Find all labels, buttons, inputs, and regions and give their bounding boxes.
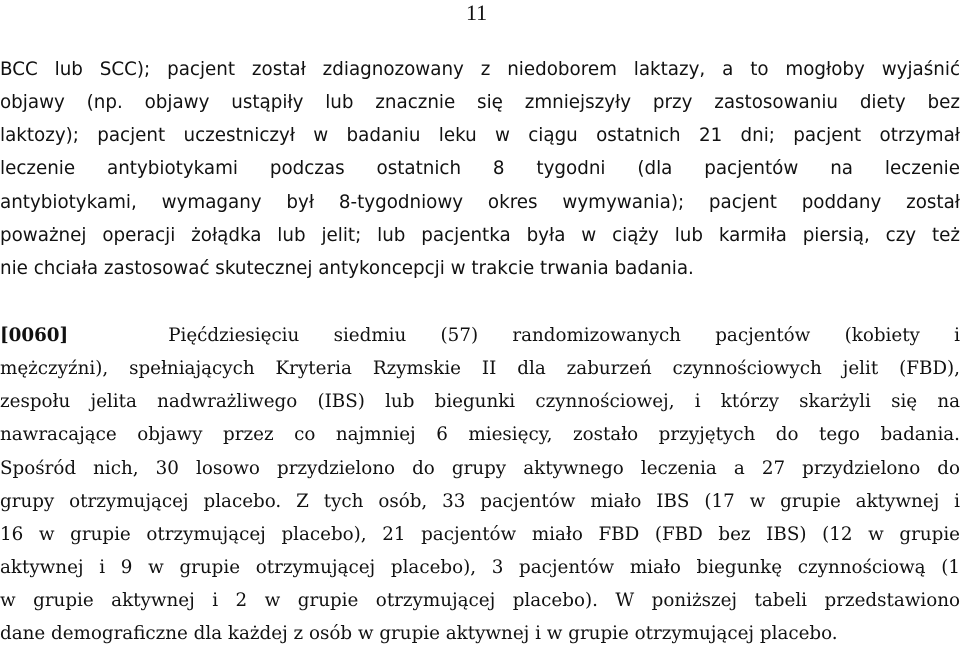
text-line: leczenie antybiotykami podczas ostatnich 8 tygodni (dla pacjentów na leczenie: [0, 158, 960, 179]
text-line: Spośród nich, 30 losowo przydzielono do grupy aktywnego leczenia a 27 przydzielono do: [0, 458, 960, 479]
text-line: aktywnej i 9 w grupie otrzymującej placebo), 3 pacjentów miało biegunkę czynnościową (1: [0, 557, 960, 578]
text-line: BCC lub SCC); pacjent został zdiagnozowany z niedoborem laktazy, a to mogłoby wyjaśnić: [0, 59, 960, 80]
text-line: objawy (np. objawy ustąpiły lub znacznie się zmniejszyły przy zastosowaniu diety bez: [0, 92, 960, 113]
text-line: grupy otrzymującej placebo. Z tych osób, 33 pacjentów miało IBS (17 w grupie aktywnej i: [0, 491, 960, 512]
text-line: antybiotykami, wymagany był 8-tygodniowy okres wymywania); pacjent poddany został: [0, 192, 960, 213]
text-line: nawracające objawy przez co najmniej 6 miesięcy, zostało przyjętych do tego badania.: [0, 424, 960, 445]
text-line: poważnej operacji żołądka lub jelit; lub pacjentka była w ciąży lub karmiła piersią, czy też: [0, 225, 960, 246]
text-line: zespołu jelita nadwrażliwego (IBS) lub biegunki czynnościowej, i którzy skarżyli się na: [0, 391, 960, 412]
text-line: mężczyźni), spełniających Kryteria Rzymskie II dla zaburzeń czynnościowych jelit (FBD),: [0, 358, 960, 379]
page-number: 11: [466, 0, 488, 25]
paragraph-number: [0060]: [0, 325, 69, 346]
text-line: w grupie aktywnej i 2 w grupie otrzymującej placebo). W poniższej tabeli przedstawiono: [0, 590, 960, 611]
text-line: nie chciała zastosować skutecznej antykoncepcji w trakcie trwania badania.: [0, 258, 694, 279]
text-line: laktozy); pacjent uczestniczył w badaniu leku w ciągu ostatnich 21 dni; pacjent otrzymał: [0, 125, 960, 146]
paragraph-first-line: [0, 323, 960, 349]
text-line: dane demograficzne dla każdej z osób w grupie aktywnej i w grupie otrzymującej placebo.: [0, 623, 838, 644]
text-line: 16 w grupie otrzymującej placebo), 21 pacjentów miało FBD (FBD bez IBS) (12 w grupie: [0, 524, 960, 545]
text-line: Pięćdziesięciu siedmiu (57) randomizowanych pacjentów (kobiety i: [168, 325, 960, 346]
